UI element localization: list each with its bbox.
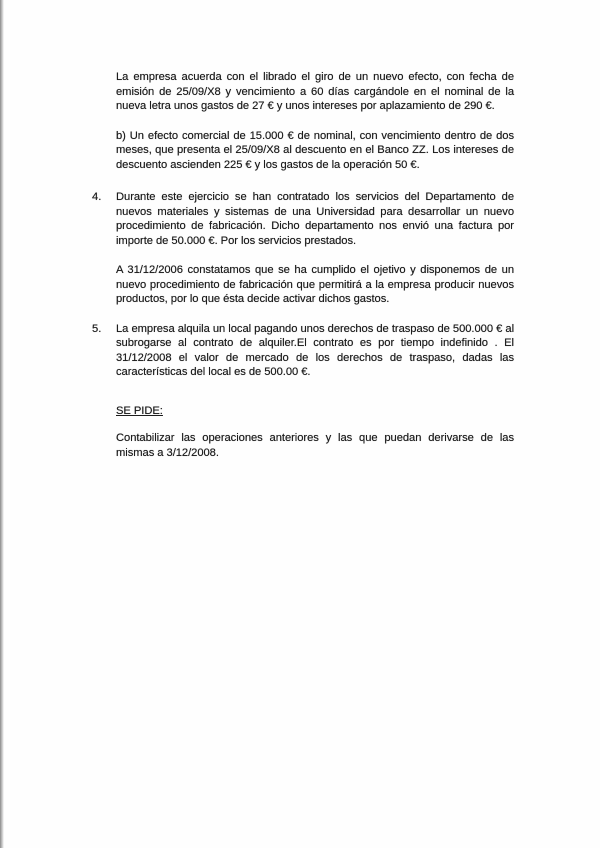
item-5-text: La empresa alquila un local pagando unos derechos de traspaso de 500.000 € al subrogarse al contrato de alquiler.El contrato es por tiempo indefinido . El 31/12/2008 el valor de mercado de los derechos de traspaso, dadas las características del local es de 500.00 €. — [116, 322, 514, 378]
paragraph-new-bill: La empresa acuerda con el librado el giro de un nuevo efecto, con fecha de emisión de 25/09/X8 y vencimiento a 60 días cargándole en el nominal de la nueva letra unos gastos de 27 € y unos intereses por aplazamiento de 290 €. — [116, 71, 514, 112]
item-4-number: 4. — [92, 191, 102, 203]
item-4-followup: A 31/12/2006 constatamos que se ha cumplido el ojetivo y disponemos de un nuevo procedimiento de fabricación que permitirá a la empresa producir nuevos productos, por lo que ésta decide activar dichos gastos. — [116, 264, 514, 305]
item-5-number: 5. — [92, 322, 102, 335]
scan-edge-shadow — [0, 0, 4, 848]
paragraph-discount-b: b) Un efecto comercial de 15.000 € de nominal, con vencimiento dentro de dos meses, que presenta el 25/09/X8 al descuento en el Banco ZZ. Los intereses de descuento ascienden 225 € y los gastos de la operación 50 €. — [116, 129, 514, 171]
item-4-text: Durante este ejercicio se han contratado los servicios del Departamento de nuevos materiales y sistemas de una Universidad para desarrollar un nuevo procedimiento de fabricación. Dicho departamento nos envió una factura por importe de 50.000 €. Por los servicios prestados. — [116, 191, 514, 247]
closing-instruction: Contabilizar las operaciones anteriores y las que puedan derivarse de las mismas a 3/12/2008. — [116, 432, 514, 459]
item-5 — [92, 322, 514, 380]
item-4 — [92, 190, 514, 248]
se-pide-heading: SE PIDE: — [116, 404, 163, 417]
document-body — [92, 70, 514, 460]
